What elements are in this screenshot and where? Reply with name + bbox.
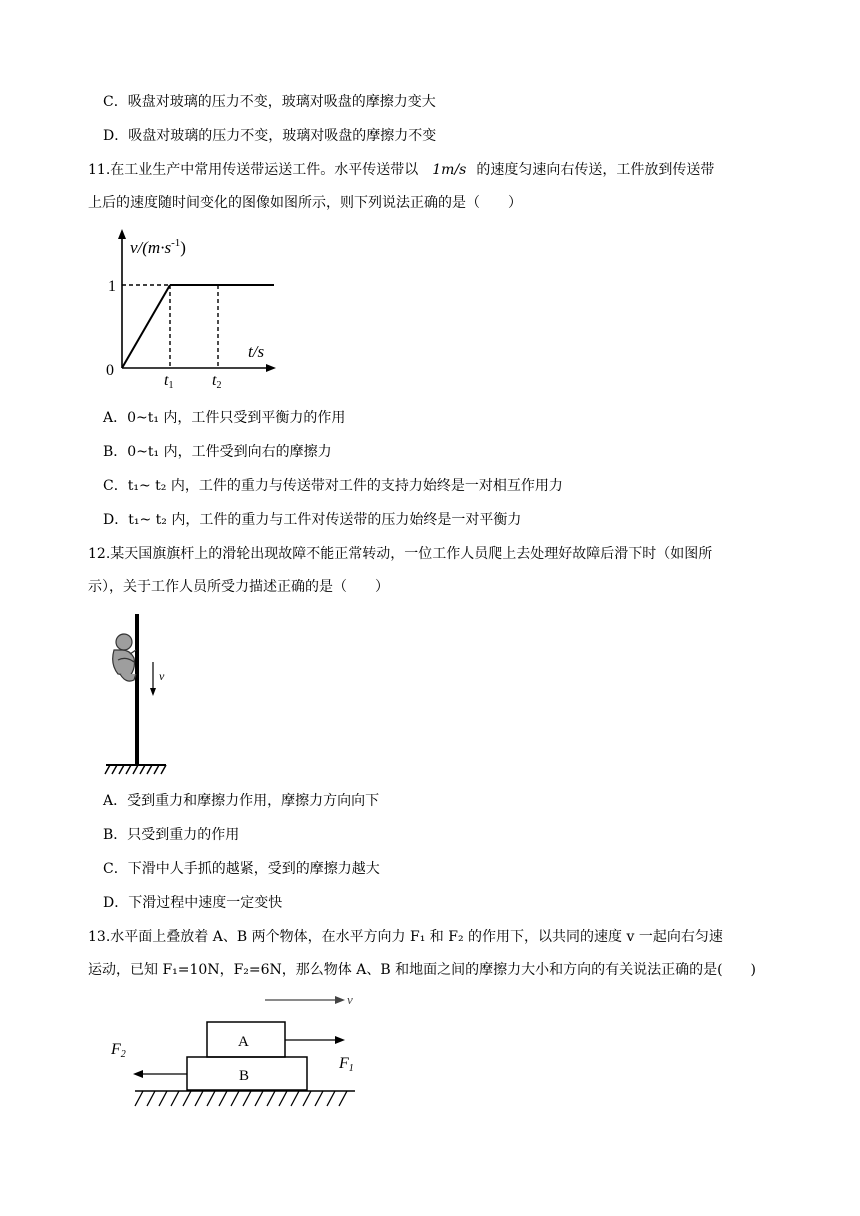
q11-speed: 1m/s [432, 162, 467, 178]
t2-label: t2 [212, 372, 222, 391]
q12-option-c: C．下滑中人手抓的越紧，受到的摩擦力越大 [103, 861, 380, 877]
q11-option-a: A．0~t₁ 内，工件只受到平衡力的作用 [103, 410, 346, 426]
q13-stem-line1: 13.水平面上叠放着 A、B 两个物体，在水平方向力 F₁ 和 F₂ 的作用下，以共同的速度 v 一起向右匀速 [88, 929, 723, 945]
q12-stem-line2: 示），关于工作人员所受力描述正确的是（ ） [88, 579, 389, 595]
q11-stem-part-a: 11.在工业生产中常用传送带运送工件。水平传送带以 [88, 162, 419, 178]
ground-hatching [105, 765, 166, 774]
y-tick-1: 1 [108, 278, 116, 295]
q11-stem-part-b: 的速度匀速向右传送，工件放到传送带 [476, 162, 715, 178]
q13-stem-line2: 运动，已知 F₁=10N，F₂=6N，那么物体 A、B 和地面之间的摩擦力大小和方向的有关说法正确的是( ) [88, 962, 757, 978]
velocity-arrow-head [335, 996, 345, 1004]
q11-option-b: B．0~t₁ 内，工件受到向右的摩擦力 [103, 444, 332, 460]
worker-figure [113, 634, 136, 681]
flagpole [135, 614, 139, 764]
y-axis-arrow [118, 229, 126, 239]
q11-stem-line1 [88, 160, 714, 180]
f1-arrow-head [335, 1036, 345, 1044]
q12-flagpole-figure [100, 612, 180, 777]
q12-option-b: B．只受到重力的作用 [103, 827, 240, 843]
q12-option-a: A．受到重力和摩擦力作用，摩擦力方向向下 [103, 793, 380, 809]
f2-label: F2 [111, 1041, 126, 1060]
q13-stacked-blocks-figure [105, 990, 365, 1115]
block-a-label: A [238, 1034, 249, 1050]
ground-hatching [135, 1091, 347, 1106]
origin-label: 0 [106, 362, 114, 379]
f1-label: F1 [339, 1055, 354, 1074]
q12-option-d: D．下滑过程中速度一定变快 [103, 895, 283, 911]
velocity-label: v [347, 992, 353, 1007]
t1-label: t1 [164, 372, 174, 391]
q10-option-c: C．吸盘对玻璃的压力不变，玻璃对吸盘的摩擦力变大 [103, 94, 436, 110]
x-axis-arrow [266, 364, 276, 372]
velocity-label: v [159, 669, 165, 683]
y-axis-label: $v/(m\cdot s^{-1})$ [130, 237, 186, 257]
q11-option-c: C．t₁~ t₂ 内，工件的重力与传送带对工件的支持力始终是一对相互作用力 [103, 478, 563, 494]
velocity-arrow-head [150, 688, 156, 696]
f2-arrow-head [133, 1070, 143, 1078]
block-b-label: B [239, 1068, 250, 1084]
q11-stem-line2: 上后的速度随时间变化的图像如图所示，则下列说法正确的是（ ） [88, 195, 522, 211]
accel-segment [122, 285, 170, 368]
x-axis-label: t/s [248, 342, 265, 361]
q10-option-d: D．吸盘对玻璃的压力不变，玻璃对吸盘的摩擦力不变 [103, 128, 437, 144]
q11-option-d: D．t₁~ t₂ 内，工件的重力与工件对传送带的压力始终是一对平衡力 [103, 512, 522, 528]
q12-stem-line1: 12.某天国旗旗杆上的滑轮出现故障不能正常转动，一位工作人员爬上去处理好故障后滑下时（如图所 [88, 546, 713, 562]
q11-velocity-time-graph [100, 225, 285, 391]
